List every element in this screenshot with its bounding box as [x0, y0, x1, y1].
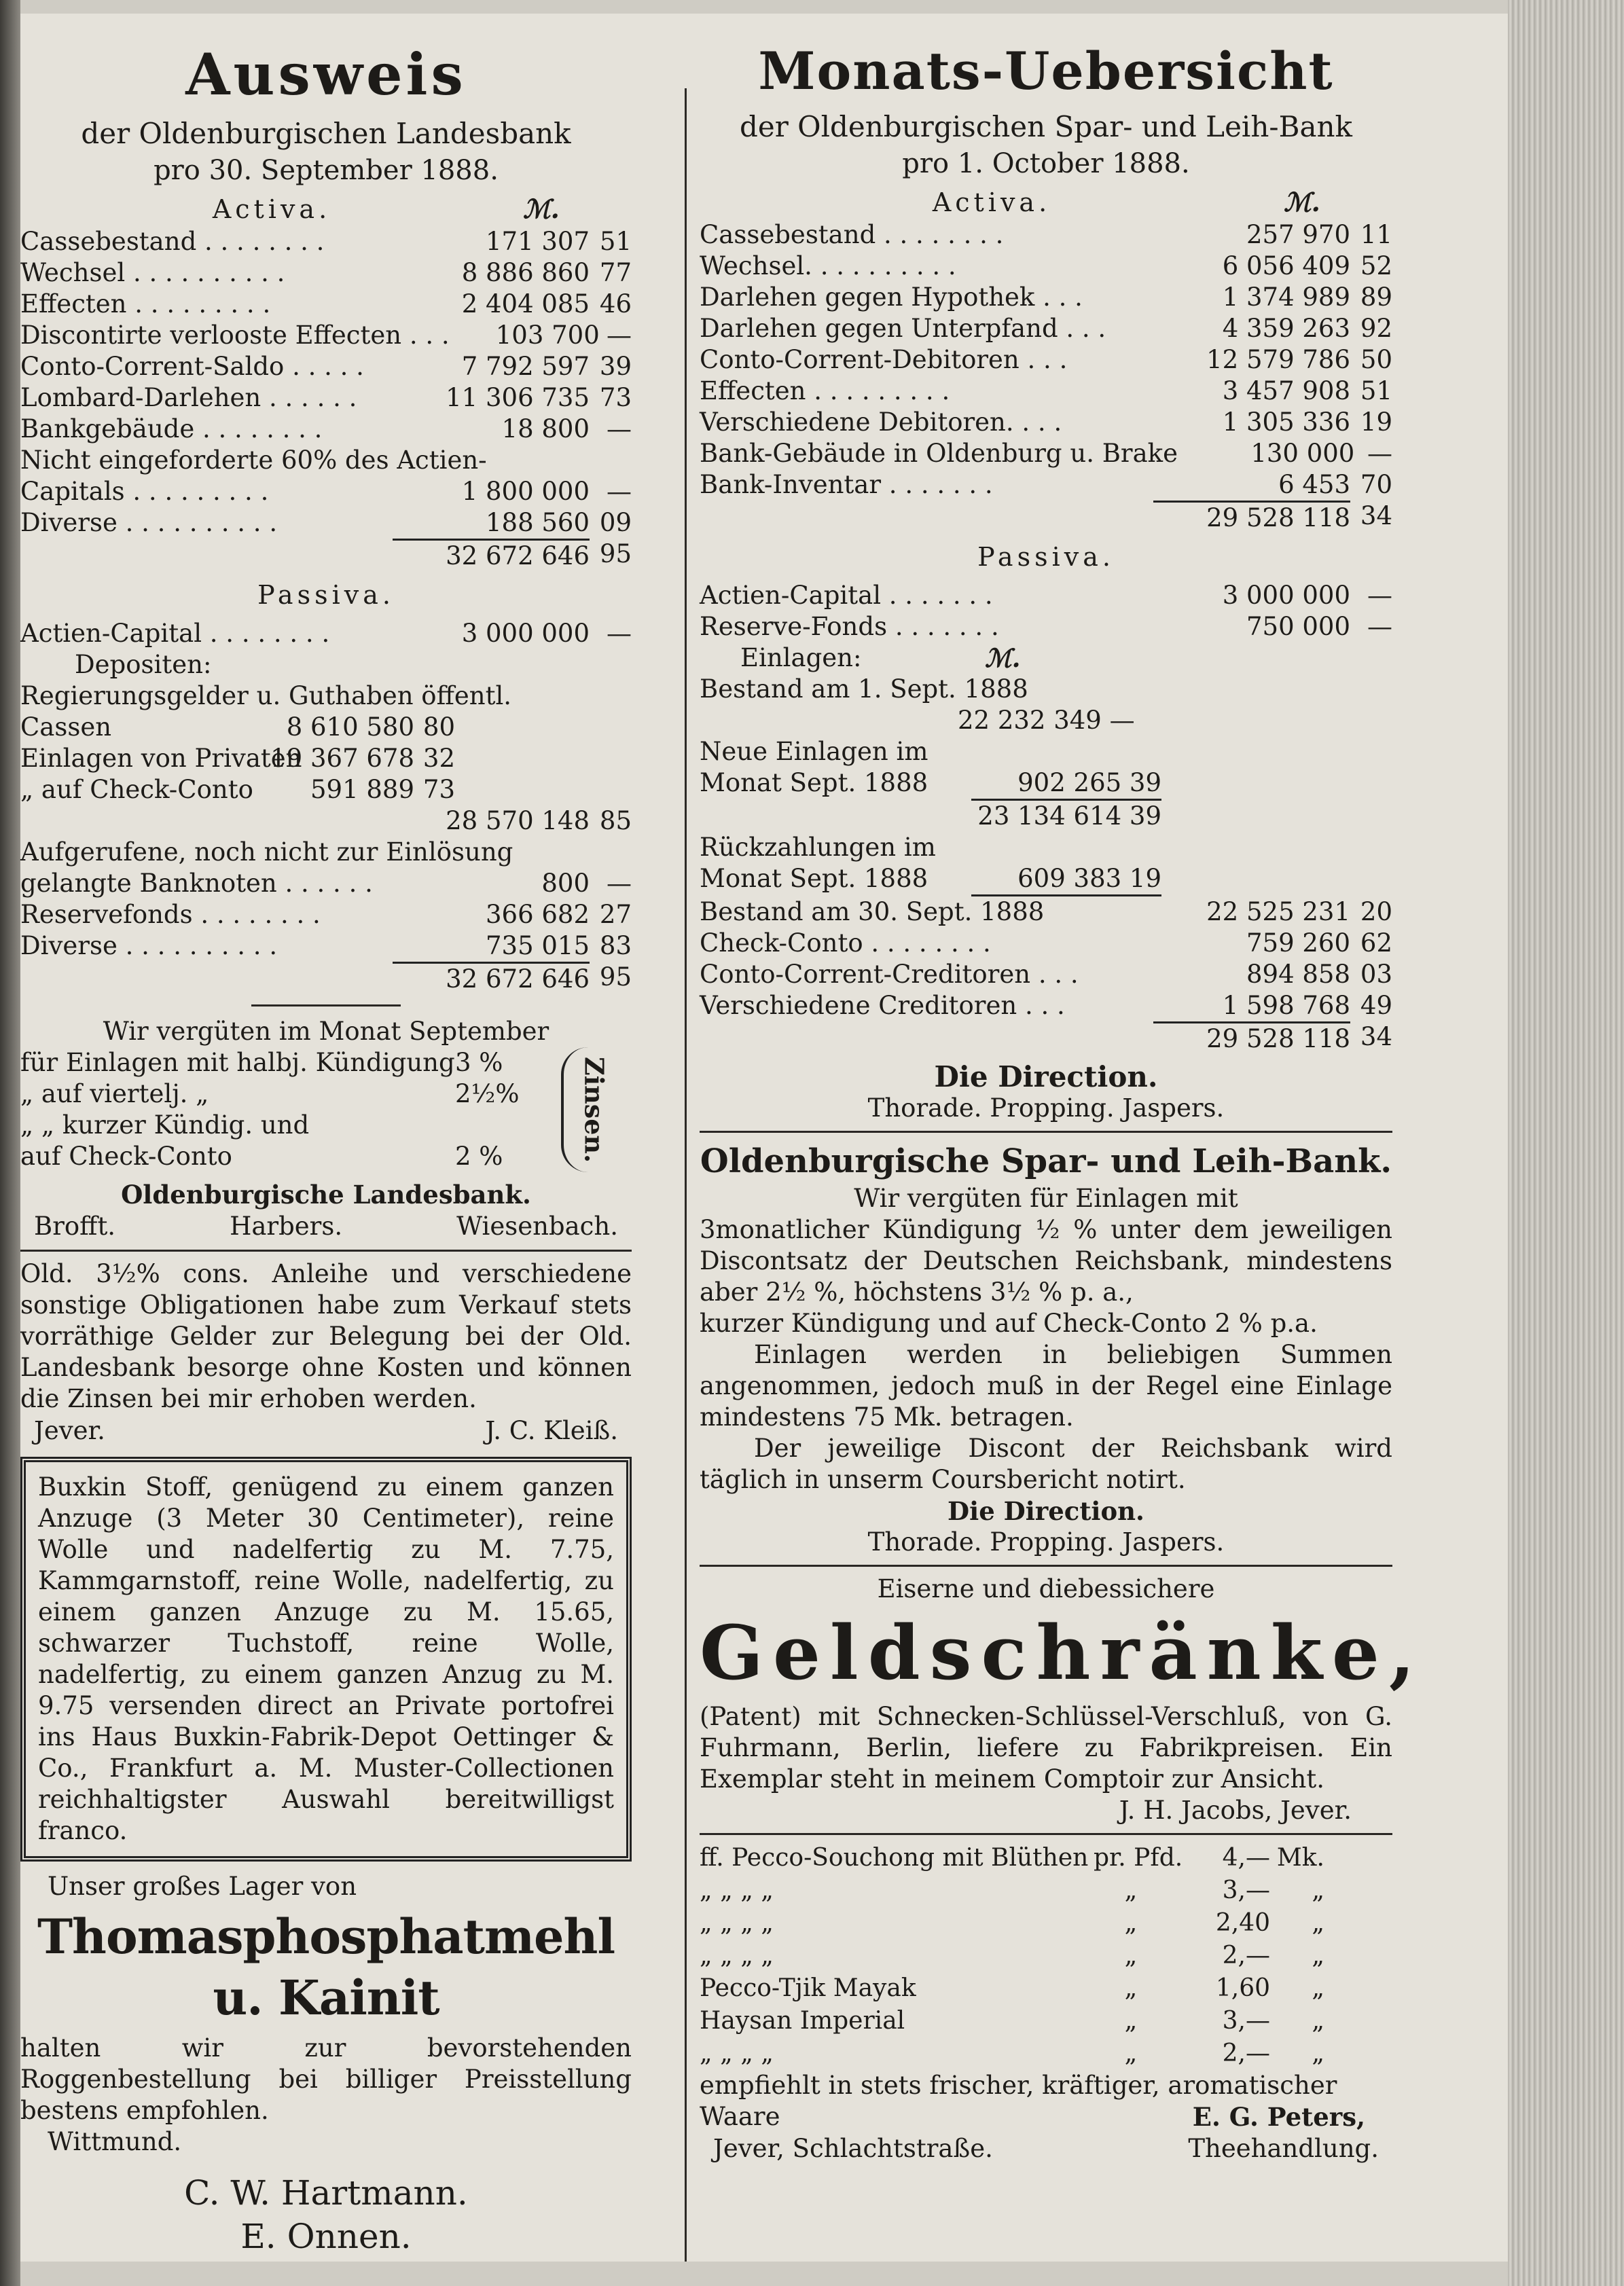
neue-einlagen-row: Monat Sept. 1888 902 265 39	[700, 767, 1392, 801]
right-activa-amount: 1 374 989	[1222, 283, 1350, 312]
geld-text: (Patent) mit Schnecken-Schlüssel-Verschluß, von G. Fuhrmann, Berlin, liefere zu Fabrikpreisen. Ein Exemplar steht in meinem Comptoir zur Ansicht.	[700, 1702, 1392, 1794]
left-activa-cents: 51	[599, 227, 632, 256]
tea-row	[700, 1842, 1392, 1874]
right-passiva-bottom-cents: 03	[1360, 960, 1392, 989]
right-activa-cents: 11	[1360, 220, 1392, 249]
right-activa-row	[700, 438, 1392, 469]
left-column	[20, 41, 632, 2258]
left-activa-cents: 39	[599, 352, 632, 381]
tea-unit: „	[1124, 1974, 1138, 2002]
left-activa-cents: 73	[599, 383, 632, 412]
rate-row	[20, 1047, 557, 1078]
tea-price: 2,40	[1215, 1909, 1270, 1937]
right-passiva-bottom-amount: 759 260	[1246, 928, 1350, 958]
uebersicht-title: Monats-Uebersicht	[758, 41, 1334, 101]
left-activa-cents: —	[607, 414, 632, 443]
left-passiva-cents: 83	[599, 931, 632, 960]
deposit-list	[20, 712, 632, 805]
right-activa-row	[700, 313, 1392, 344]
right-passiva-label: Passiva.	[977, 542, 1115, 572]
left-passiva-amount: 800	[541, 869, 590, 898]
left-activa-row	[20, 257, 632, 289]
tea-row	[700, 2037, 1392, 2070]
right-activa-cents: 92	[1360, 314, 1392, 343]
tea-currency: „	[1312, 2007, 1324, 2035]
kleiss-place: Jever.	[34, 1416, 105, 1445]
tea-currency: „	[1312, 1909, 1324, 1937]
left-activa-cents	[606, 445, 632, 476]
deposit-label: Cassen	[20, 712, 112, 742]
ausweis-title: Ausweis	[185, 41, 467, 108]
rueck-label: Rückzahlungen im	[700, 833, 936, 862]
divider	[700, 1131, 1392, 1133]
right-activa-row	[700, 469, 1392, 501]
right-passiva-total: 29 528 118 34	[700, 1021, 1392, 1055]
deposit-row	[20, 743, 632, 774]
left-activa-amount: 171 307	[485, 227, 590, 256]
right-activa-amount: 3 457 908	[1222, 376, 1350, 405]
right-passiva-top-row	[700, 580, 1392, 611]
right-passiva-bottom-label: Check-Conto . . . . . . . .	[700, 928, 991, 958]
geld-headline: Geldschränke,	[700, 1609, 1425, 1697]
tea-text-1: empfiehlt in stets frischer, kräftiger, aromatischer	[700, 2071, 1337, 2100]
right-passiva-top-label: Actien-Capital . . . . . . .	[700, 581, 993, 610]
activa-header	[20, 192, 632, 226]
depositen-label: Depositen:	[75, 650, 212, 679]
kleiss-sign-row	[20, 1415, 632, 1447]
tea-price: 4,—	[1222, 1844, 1270, 1872]
tea-price: 2,—	[1222, 2039, 1270, 2067]
left-activa-amount	[487, 445, 607, 476]
tea-price: 3,—	[1222, 1876, 1270, 1904]
right-passiva-top-cents: —	[1367, 581, 1392, 610]
currency-mark: ℳ.	[523, 194, 560, 224]
activa-label: Activa.	[212, 194, 331, 224]
left-activa-label: Effecten . . . . . . . . .	[20, 289, 271, 319]
right-activa-list	[700, 219, 1392, 501]
left-activa-label: Wechsel . . . . . . . . . .	[20, 258, 285, 287]
right-activa-label: Darlehen gegen Hypothek . . .	[700, 283, 1083, 312]
tea-price: 1,60	[1215, 1974, 1270, 2002]
left-passiva-amount: 735 015	[485, 931, 590, 960]
deposit-amount: 8 610 580	[286, 712, 414, 742]
right-passiva-top-cents: —	[1367, 612, 1392, 641]
left-passiva-row	[20, 899, 632, 930]
right-activa-label: Verschiedene Debitoren. . . .	[700, 407, 1062, 437]
deposit-label: Einlagen von Privaten	[20, 744, 302, 773]
left-activa-label: Discontirte verlooste Effecten . . .	[20, 321, 450, 350]
neue-einlagen-label: Neue Einlagen im	[700, 737, 928, 766]
right-passiva-bottom-cents: 62	[1360, 928, 1392, 958]
left-activa-cents: 09	[599, 508, 632, 537]
left-activa-label: Lombard-Darlehen . . . . . .	[20, 383, 357, 412]
short-divider	[251, 1004, 401, 1006]
left-activa-row	[20, 476, 632, 507]
right-activa-label: Effecten . . . . . . . . .	[700, 376, 950, 405]
kleiss-name: J. C. Kleiß.	[485, 1416, 618, 1445]
right-activa-amount: 130 000	[1250, 439, 1355, 468]
right-passiva-bottom-row	[700, 990, 1392, 1021]
right-passiva-top-row	[700, 611, 1392, 642]
right-passiva-bottom-amount: 894 858	[1246, 960, 1350, 989]
left-activa-amount: 7 792 597	[461, 352, 590, 381]
right-activa-label: Bank-Gebäude in Oldenburg u. Brake	[700, 439, 1178, 468]
right-activa-cents: 52	[1360, 251, 1392, 280]
thomas-name-1: C. W. Hartmann.	[184, 2173, 468, 2213]
right-passiva-bottom-row	[700, 896, 1392, 928]
left-activa-row	[20, 289, 632, 320]
right-activa-amount: 257 970	[1246, 220, 1350, 249]
right-activa-row	[700, 282, 1392, 313]
right-passiva-bottom-label: Verschiedene Creditoren . . .	[700, 991, 1065, 1020]
left-activa-cents: 77	[599, 258, 632, 287]
right-passiva-top-amount: 750 000	[1246, 612, 1350, 641]
spar-text-5: Der jeweilige Discont der Reichsbank wird täglich in unserm Coursbericht notirt.	[700, 1434, 1392, 1494]
deposit-cents: 80	[422, 712, 455, 742]
right-passiva-top-label: Reserve-Fonds . . . . . . .	[700, 612, 999, 641]
right-activa-cents: 50	[1360, 345, 1392, 374]
right-passiva-bottom-cents: 49	[1360, 991, 1392, 1020]
geld-sign: J. H. Jacobs, Jever.	[1119, 1796, 1352, 1825]
right-activa-cents: 19	[1360, 407, 1392, 437]
right-activa-label: Darlehen gegen Unterpfand . . .	[700, 314, 1106, 343]
right-activa-amount: 12 579 786	[1206, 345, 1350, 374]
tea-currency: „	[1312, 1876, 1324, 1904]
thomas-headline: Thomasphosphatmehl u. Kainit	[37, 1908, 615, 2026]
ausweis-subtitle: der Oldenburgischen Landesbank	[81, 117, 571, 150]
left-passiva-label: gelangte Banknoten . . . . . .	[20, 869, 373, 898]
right-activa-cents: 51	[1360, 376, 1392, 405]
deposit-cents: 73	[422, 775, 455, 804]
left-activa-amount: 11 306 735	[446, 383, 590, 412]
tea-firm-row: Waare E. G. Peters,	[700, 2102, 1365, 2132]
right-activa-header	[700, 185, 1392, 219]
left-passiva-label: Reservefonds . . . . . . . .	[20, 900, 321, 929]
right-activa-label: Conto-Corrent-Debitoren . . .	[700, 345, 1068, 374]
right-passiva-bottom-cents: 20	[1360, 897, 1392, 926]
left-activa-cents: —	[607, 477, 632, 506]
right-column	[700, 41, 1425, 2165]
tea-unit: „	[1124, 1876, 1138, 1904]
right-activa-cents: —	[1367, 439, 1392, 468]
left-passiva-label: Diverse . . . . . . . . . .	[20, 931, 278, 960]
landesbank-signature: Oldenburgische Landesbank.	[121, 1180, 531, 1210]
tea-row	[700, 1874, 1392, 1907]
rate-value: 2½%	[455, 1079, 520, 1108]
left-activa-row	[20, 351, 632, 382]
tea-currency: „	[1312, 1974, 1324, 2002]
left-passiva-amount: 366 682	[485, 900, 590, 929]
tea-currency: „	[1312, 2039, 1324, 2067]
rueck-row: Monat Sept. 1888 609 383 19	[700, 863, 1392, 896]
left-activa-total: 32 672 646 95	[20, 539, 632, 572]
right-passiva-bottom-amount: 22 525 231	[1206, 897, 1350, 926]
rates-list	[20, 1047, 557, 1172]
left-activa-label: Capitals . . . . . . . . .	[20, 477, 269, 506]
spar-text-1: Wir vergüten für Einlagen mit	[854, 1184, 1238, 1213]
tea-currency: Mk.	[1276, 1844, 1324, 1872]
signer-3: Wiesenbach.	[456, 1212, 618, 1241]
rates-brace	[561, 1047, 625, 1172]
left-activa-label: Conto-Corrent-Saldo . . . . .	[20, 352, 364, 381]
left-activa-label: Bankgebäude . . . . . . . .	[20, 414, 323, 443]
bestand-sept-value: 22 232 349 —	[958, 706, 1135, 735]
spar-direction: Die Direction.	[948, 1496, 1144, 1526]
left-activa-label: Nicht eingeforderte 60% des Actien-	[20, 446, 487, 475]
tea-unit: „	[1124, 1942, 1138, 1970]
tea-row	[700, 2005, 1392, 2037]
left-passiva-cents: —	[607, 869, 632, 898]
right-activa-label: Wechsel. . . . . . . . . .	[700, 251, 956, 280]
regierung-label: Regierungsgelder u. Guthaben öffentl.	[20, 681, 512, 710]
left-activa-list	[20, 226, 632, 539]
rate-row	[20, 1078, 557, 1110]
signers-row	[20, 1210, 632, 1243]
tea-name: „ „ „ „	[700, 1876, 774, 1904]
spar-text-4: Einlagen werden in beliebigen Summen angenommen, jedoch muß in der Regel eine Einlage mindestens 75 Mk. betragen.	[700, 1340, 1392, 1432]
thomas-intro: Unser großes Lager von	[48, 1872, 357, 1901]
tea-price: 3,—	[1222, 2007, 1270, 2035]
spar-text-2: 3monatlicher Kündigung ½ % unter dem jeweiligen Discontsatz der Deutschen Reichsbank, mindestens aber 2½ %, höchstens 3½ % p. a.,	[700, 1215, 1392, 1307]
tea-price: 2,—	[1222, 1942, 1270, 1970]
deposit-amount: 591 889	[310, 775, 414, 804]
buxkin-text: Buxkin Stoff, genügend zu einem ganzen Anzuge (3 Meter 30 Centimeter), reine Wolle und nadelfertig zu M. 7.75, Kammgarnstoff, reine Wolle, nadelfertig, zu einem ganzen Anzuge zu M. 15.65, schwarzer Tuchstoff, reine Wolle, nadelfertig, zu einem ganzen Anzug zu M. 9.75 versenden direct an Private portofrei ins Haus Buxkin-Fabrik-Depot Oettinger & Co., Frankfurt a. M. Muster-Collectionen reichhaltigster Auswahl bereitwilligst franco.	[38, 1472, 614, 1845]
right-passiva-bottom-row	[700, 959, 1392, 990]
direction-names: Thorade. Propping. Jaspers.	[867, 1093, 1225, 1123]
column-divider	[685, 88, 687, 2262]
divider	[700, 1833, 1392, 1835]
rate-label: für Einlagen mit halbj. Kündigung	[20, 1048, 455, 1077]
left-passiva-row	[20, 930, 632, 962]
deposit-row	[20, 712, 632, 743]
buxkin-ad	[20, 1457, 632, 1862]
deposit-amount: 19 367 678	[270, 744, 414, 773]
left-actien-capital: Actien-Capital . . . . . . . . 3 000 000 —	[20, 619, 632, 648]
zwischensumme-row: 23 134 614 39	[977, 801, 1161, 831]
rate-value: 2 %	[455, 1142, 503, 1171]
right-activa-total: 29 528 118 34	[700, 501, 1392, 534]
rate-value	[455, 1110, 557, 1141]
direction-title: Die Direction.	[934, 1060, 1158, 1093]
signer-2: Harbers.	[230, 1212, 343, 1241]
left-passiva-cents: 27	[599, 900, 632, 929]
thomas-name-2: E. Onnen.	[240, 2217, 412, 2256]
deposit-total: 28 570 148 85	[446, 806, 632, 835]
tea-name: „ „ „ „	[700, 2039, 774, 2067]
tea-row	[700, 1907, 1392, 1940]
right-activa-row	[700, 344, 1392, 376]
right-activa-cents: 89	[1360, 283, 1392, 312]
uebersicht-date: pro 1. October 1888.	[902, 148, 1190, 179]
left-passiva-total: 32 672 646 95	[20, 962, 632, 995]
right-activa-amount: 1 305 336	[1222, 407, 1350, 437]
tea-name: „ „ „ „	[700, 1942, 774, 1970]
left-activa-cents: 46	[599, 289, 632, 319]
right-activa-amount: 6 056 409	[1222, 251, 1350, 280]
geld-intro: Eiserne und diebessichere	[877, 1574, 1215, 1603]
tea-unit: pr. Pfd.	[1094, 1844, 1183, 1872]
left-activa-row	[20, 445, 632, 476]
passiva-label: Passiva.	[257, 580, 395, 610]
spar-text-3: kurzer Kündigung und auf Check-Conto 2 % p.a.	[700, 1309, 1318, 1338]
left-activa-row	[20, 382, 632, 414]
einlagen-row: Einlagen: ℳ.	[740, 643, 1021, 673]
aufgerufen-label: Aufgerufene, noch nicht zur Einlösung	[20, 837, 513, 867]
left-activa-row	[20, 507, 632, 539]
rate-row	[20, 1110, 557, 1141]
ausweis-date: pro 30. September 1888.	[154, 155, 499, 186]
left-activa-label: Cassebestand . . . . . . . .	[20, 227, 325, 256]
rate-label: „ „ kurzer Kündig. und	[20, 1110, 310, 1140]
right-passiva-top-amount: 3 000 000	[1222, 581, 1350, 610]
tea-list	[700, 1842, 1392, 2070]
left-activa-amount: 188 560	[485, 508, 590, 537]
uebersicht-subtitle: der Oldenburgischen Spar- und Leih-Bank	[739, 110, 1352, 143]
tea-unit: „	[1124, 1909, 1138, 1937]
right-activa-amount: 4 359 263	[1222, 314, 1350, 343]
tea-row	[700, 1940, 1392, 1972]
page-edge-right	[1508, 0, 1624, 2286]
left-passiva-list	[20, 868, 632, 962]
tea-name: ff. Pecco-Souchong mit Blüthen	[700, 1844, 1089, 1872]
tea-name: Pecco-Tjik Mayak	[700, 1974, 916, 2002]
right-activa-amount: 6 453	[1278, 470, 1350, 499]
right-passiva-bottom-amount: 1 598 768	[1222, 991, 1350, 1020]
left-activa-amount: 2 404 085	[461, 289, 590, 319]
tea-unit: „	[1124, 2039, 1138, 2067]
kleiss-ad-text: Old. 3½% cons. Anleihe und verschiedene sonstige Obligationen habe zum Verkauf stets vorräthige Gelder zur Belegung bei der Old. Landesbank besorge ohne Kosten und können die Zinsen bei mir erhoben werden.	[20, 1259, 632, 1413]
right-activa-label: Bank-Inventar . . . . . . .	[700, 470, 993, 499]
divider	[20, 1250, 632, 1252]
thomas-place: Wittmund.	[48, 2127, 182, 2156]
left-activa-row	[20, 226, 632, 257]
tea-name: „ „ „ „	[700, 1909, 774, 1937]
left-activa-row	[20, 414, 632, 445]
tea-name: Haysan Imperial	[700, 2007, 905, 2035]
left-activa-amount: 103 700	[495, 321, 600, 350]
deposit-cents: 32	[422, 744, 455, 773]
verguetung-title: Wir vergüten im Monat September	[103, 1017, 549, 1046]
rate-label: auf Check-Conto	[20, 1142, 232, 1171]
thomas-text: halten wir zur bevorstehenden Roggenbestellung bei billiger Preisstellung bestens empfohlen.	[20, 2033, 632, 2125]
right-passiva-bottom-list	[700, 896, 1392, 1021]
rate-label: „ auf viertelj. „	[20, 1079, 209, 1108]
rates-block	[20, 1047, 632, 1172]
spar-title: Oldenburgische Spar- und Leih-Bank.	[700, 1142, 1392, 1180]
right-passiva-top-list	[700, 580, 1392, 642]
right-passiva-bottom-row	[700, 928, 1392, 959]
signer-1: Brofft.	[34, 1212, 116, 1241]
rate-value: 3 %	[455, 1048, 503, 1077]
right-activa-row	[700, 251, 1392, 282]
zinsen-label: Zinsen.	[579, 1056, 610, 1163]
spar-names: Thorade. Propping. Jaspers.	[867, 1527, 1225, 1557]
right-activa-label: Activa.	[932, 187, 1051, 217]
right-activa-label: Cassebestand . . . . . . . .	[700, 220, 1004, 249]
left-activa-amount: 18 800	[501, 414, 590, 443]
tea-currency: „	[1312, 1942, 1324, 1970]
right-activa-row	[700, 407, 1392, 438]
rate-row	[20, 1141, 557, 1172]
bestand-sept-label: Bestand am 1. Sept. 1888	[700, 674, 1028, 704]
right-activa-cents: 70	[1360, 470, 1392, 499]
right-activa-row	[700, 219, 1392, 251]
page-gutter-left	[0, 0, 20, 2286]
left-activa-label: Diverse . . . . . . . . . .	[20, 508, 278, 537]
left-passiva-row	[20, 868, 632, 899]
left-activa-cents: —	[607, 321, 632, 350]
right-passiva-bottom-label: Conto-Corrent-Creditoren . . .	[700, 960, 1079, 989]
deposit-row	[20, 774, 632, 805]
left-activa-amount: 8 886 860	[461, 258, 590, 287]
divider	[700, 1565, 1392, 1567]
tea-sign-row: Jever, Schlachtstraße. Theehandlung.	[713, 2134, 1379, 2163]
tea-row	[700, 1972, 1392, 2005]
deposit-label: „ auf Check-Conto	[20, 775, 253, 804]
tea-unit: „	[1124, 2007, 1138, 2035]
right-activa-row	[700, 376, 1392, 407]
left-activa-amount: 1 800 000	[461, 477, 590, 506]
left-activa-row	[20, 320, 632, 351]
right-passiva-bottom-label: Bestand am 30. Sept. 1888	[700, 897, 1045, 926]
right-currency-mark: ℳ.	[1284, 187, 1320, 217]
